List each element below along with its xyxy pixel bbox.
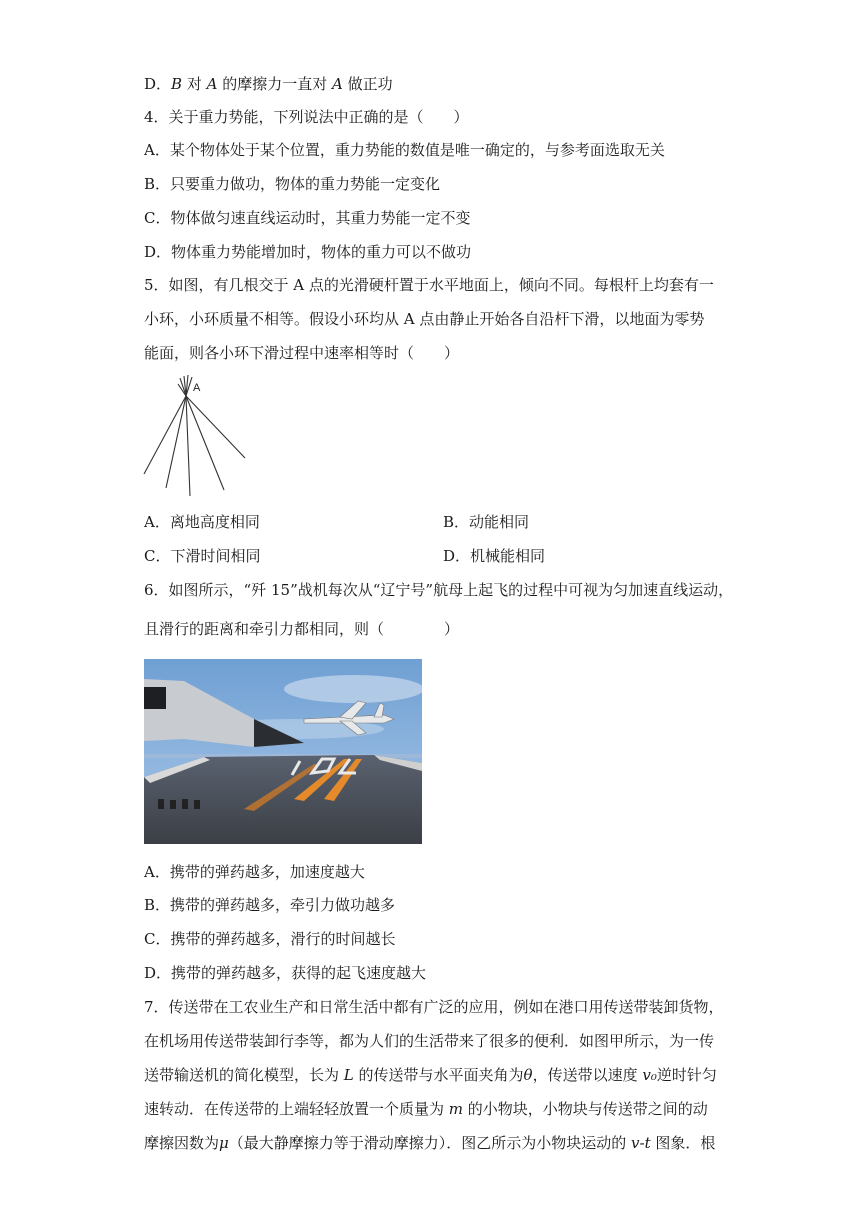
q6-option-d: D．携带的弹药越多，获得的起飞速度越大: [144, 964, 427, 982]
q4-option-c: C．物体做匀速直线运动时，其重力势能一定不变: [144, 209, 471, 227]
rod-2: [166, 396, 186, 488]
point-a-label: A: [193, 382, 201, 394]
q4-option-b: B．只要重力做功，物体的重力势能一定变化: [144, 175, 441, 193]
q4-option-d: D．物体重力势能增加时，物体的重力可以不做功: [144, 243, 472, 261]
q5-stem-line3: 能面，则各小环下滑过程中速率相等时（ ）: [144, 344, 460, 362]
carrier-jet-photo: [144, 659, 422, 844]
rod-3: [186, 396, 190, 496]
q5-option-a: A．离地高度相同: [144, 513, 260, 531]
rod-1: [144, 396, 186, 474]
q6-option-b: B．携带的弹药越多，牵引力做功越多: [144, 896, 396, 914]
q7-line2: 在机场用传送带装卸行李等，都为人们的生活带来了很多的便利．如图甲所示，为一传: [144, 1032, 715, 1050]
canopy-marking: [144, 687, 166, 709]
q6-stem-line2: 且滑行的距离和牵引力都相同，则（ ）: [144, 620, 460, 638]
q5-option-b: B．动能相同: [443, 513, 530, 531]
q6-option-c: C．携带的弹药越多，滑行的时间越长: [144, 930, 396, 948]
q7-line5: 摩擦因数为μ（最大静摩擦力等于滑动摩擦力）．图乙所示为小物块运动的 v-t 图象．根: [144, 1134, 716, 1152]
q6-stem-line1: 6．如图所示，“歼 15”战机每次从“辽宁号”航母上起飞的过程中可视为匀加速直线运动，: [144, 581, 734, 599]
q7-line1: 7．传送带在工农业生产和日常生活中都有广泛的应用，例如在港口用传送带装卸货物，: [144, 998, 724, 1016]
q5-stem-line2: 小环，小环质量不相等。假设小环均从 A 点由静止开始各自沿杆下滑，以地面为零势: [144, 310, 705, 328]
q5-option-c: C．下滑时间相同: [144, 547, 261, 565]
rod-4: [186, 396, 224, 490]
q7-line3: 送带输送机的简化模型，长为 L 的传送带与水平面夹角为θ，传送带以速度 v₀逆时针匀: [144, 1066, 717, 1084]
q7-line4: 速转动．在传送带的上端轻轻放置一个质量为 m 的小物块，小物块与传送带之间的动: [144, 1100, 708, 1118]
q4-option-a: A．某个物体处于某个位置，重力势能的数值是唯一确定的，与参考面选取无关: [144, 141, 665, 159]
q3-option-d: D．B 对 A 的摩擦力一直对 A 做正功: [144, 75, 393, 93]
q5-option-d: D．机械能相同: [443, 547, 546, 565]
cloud: [284, 675, 422, 703]
rods-diagram: [140, 372, 252, 500]
q4-stem: 4．关于重力势能，下列说法中正确的是（ ）: [144, 108, 469, 126]
q5-stem-line1: 5．如图，有几根交于 A 点的光滑硬杆置于水平地面上，倾向不同。每根杆上均套有一: [144, 276, 714, 294]
rod-5: [186, 396, 245, 458]
q6-option-a: A．携带的弹药越多，加速度越大: [144, 863, 365, 881]
